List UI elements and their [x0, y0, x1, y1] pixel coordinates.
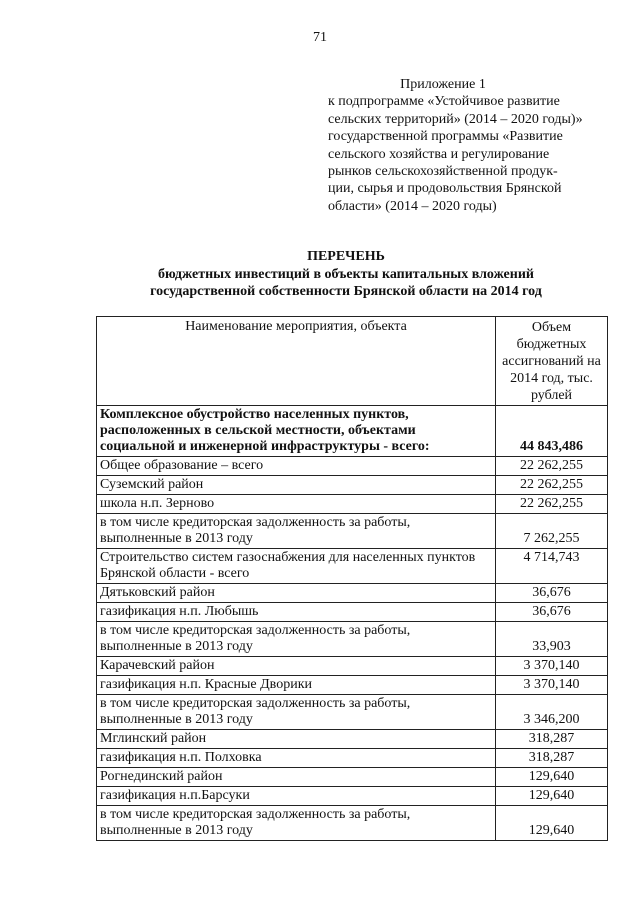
table-row	[97, 787, 608, 806]
table-row	[97, 676, 608, 695]
appendix-line: государственной программы «Развитие	[328, 129, 563, 145]
row-value: 22 262,255	[496, 495, 608, 514]
header-name: Наименование мероприятия, объекта	[97, 317, 496, 406]
row-value: 36,676	[496, 603, 608, 622]
row-value: 22 262,255	[496, 476, 608, 495]
appendix-line: сельского хозяйства и регулирование	[328, 146, 550, 162]
title-subheading: бюджетных инвестиций в объекты капитальных вложений	[158, 266, 534, 282]
row-value: 33,903	[496, 622, 608, 657]
table-row	[97, 603, 608, 622]
row-value: 4 714,743	[496, 549, 608, 584]
table-row	[97, 476, 608, 495]
row-name: Строительство систем газоснабжения для населенных пунктов Брянской области - всего	[97, 549, 496, 584]
row-name: в том числе кредиторская задолженность за работы, выполненные в 2013 году	[97, 806, 496, 841]
row-name: Общее образование – всего	[97, 457, 496, 476]
table-row	[97, 695, 608, 730]
row-value: 3 370,140	[496, 657, 608, 676]
table-row	[97, 584, 608, 603]
row-name: Суземский район	[97, 476, 496, 495]
row-name: в том числе кредиторская задолженность за работы, выполненные в 2013 году	[97, 695, 496, 730]
appendix-line: к подпрограмме «Устойчивое развитие	[328, 94, 560, 110]
table-row	[97, 622, 608, 657]
title-heading: ПЕРЕЧЕНЬ	[307, 249, 385, 264]
row-value: 129,640	[496, 768, 608, 787]
appendix-line: сельских территорий» (2014 – 2020 годы)»	[328, 111, 583, 127]
appendix-line: ции, сырья и продовольствия Брянской	[328, 181, 562, 197]
row-value: 3 346,200	[496, 695, 608, 730]
row-name: Дятьковский район	[97, 584, 496, 603]
row-name: Комплексное обустройство населенных пунктов, расположенных в сельской местности, объектами социальной и инженерной инфраструктуры - всего:	[97, 406, 496, 457]
row-value: 129,640	[496, 806, 608, 841]
row-name: Мглинский район	[97, 730, 496, 749]
row-name: в том числе кредиторская задолженность за работы, выполненные в 2013 году	[97, 622, 496, 657]
header-volume: Объем бюджетных ассигнований на 2014 год, тыс. рублей	[496, 317, 608, 406]
row-name: газификация н.п. Полховка	[97, 749, 496, 768]
row-name: Карачевский район	[97, 657, 496, 676]
row-name: школа н.п. Зерново	[97, 495, 496, 514]
row-value: 129,640	[496, 787, 608, 806]
row-name: газификация н.п.Барсуки	[97, 787, 496, 806]
table-row	[97, 549, 608, 584]
table-row	[97, 768, 608, 787]
table-row	[97, 495, 608, 514]
title-subheading: государственной собственности Брянской области на 2014 год	[150, 284, 542, 299]
table-header-row	[97, 317, 608, 406]
appendix-note	[328, 76, 598, 215]
row-value: 36,676	[496, 584, 608, 603]
row-name: газификация н.п. Любышь	[97, 603, 496, 622]
appendix-line: области» (2014 – 2020 годы)	[328, 198, 497, 214]
row-value: 318,287	[496, 730, 608, 749]
row-value: 44 843,486	[496, 406, 608, 457]
table-row	[97, 749, 608, 768]
row-name: Рогнединский район	[97, 768, 496, 787]
table-row	[97, 457, 608, 476]
document-title	[96, 248, 596, 301]
table-row	[97, 406, 608, 457]
investment-table	[96, 316, 608, 841]
row-value: 22 262,255	[496, 457, 608, 476]
row-value: 3 370,140	[496, 676, 608, 695]
appendix-line: рынков сельскохозяйственной продук-	[328, 164, 558, 180]
appendix-line: Приложение 1	[400, 77, 486, 92]
row-name: в том числе кредиторская задолженность за работы, выполненные в 2013 году	[97, 514, 496, 549]
row-value: 7 262,255	[496, 514, 608, 549]
table-row	[97, 657, 608, 676]
table-row	[97, 514, 608, 549]
page-number: 71	[313, 30, 327, 45]
row-value: 318,287	[496, 749, 608, 768]
row-name: газификация н.п. Красные Дворики	[97, 676, 496, 695]
table-row	[97, 806, 608, 841]
table-row	[97, 730, 608, 749]
